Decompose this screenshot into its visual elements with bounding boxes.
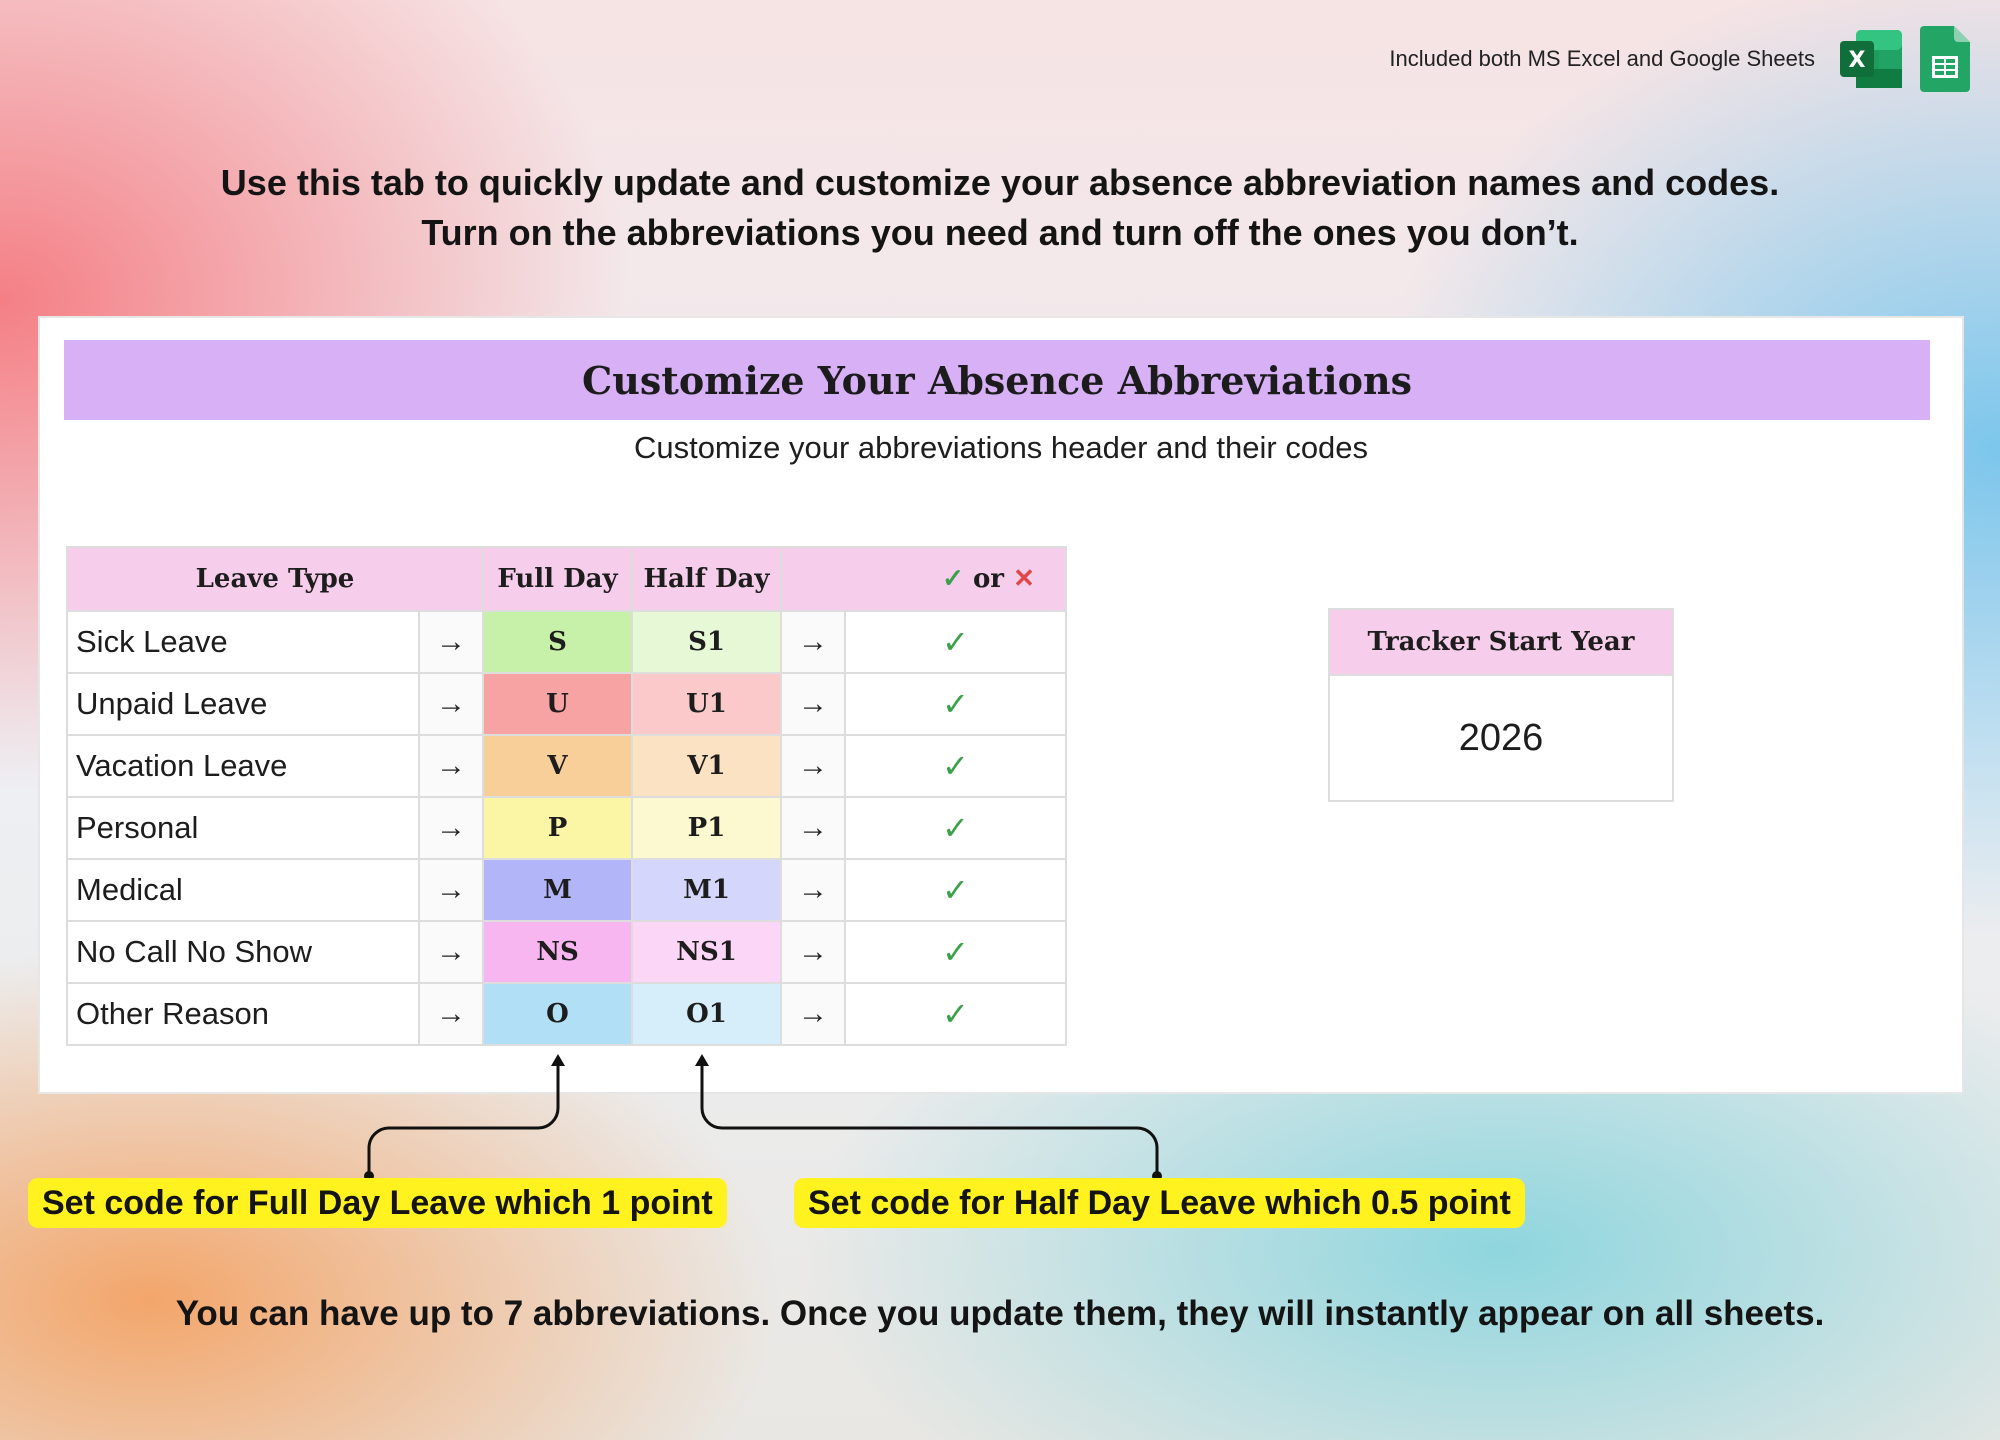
arrow-icon: → <box>781 735 845 797</box>
leave-type-name[interactable]: Vacation Leave <box>67 735 419 797</box>
included-apps-note: Included both MS Excel and Google Sheets <box>1389 46 1815 71</box>
half-day-code[interactable]: NS1 <box>632 921 781 983</box>
intro-text <box>0 158 2000 258</box>
tracker-start-year <box>1328 608 1674 802</box>
table-row <box>67 797 1066 859</box>
arrow-icon: → <box>781 859 845 921</box>
full-day-code[interactable]: O <box>483 983 632 1045</box>
footer-note: You can have up to 7 abbreviations. Once you update them, they will instantly appear on all sheets. <box>175 1294 1825 1333</box>
full-day-code[interactable]: V <box>483 735 632 797</box>
half-day-code[interactable]: P1 <box>632 797 781 859</box>
tracker-start-year-value[interactable]: 2026 <box>1458 716 1544 759</box>
full-day-code[interactable]: NS <box>483 921 632 983</box>
arrow-icon: → <box>419 673 483 735</box>
half-day-callout: Set code for Half Day Leave which 0.5 point <box>794 1178 1525 1228</box>
intro-line-2: Turn on the abbreviations you need and turn off the ones you don’t. <box>421 212 1579 253</box>
cross-icon: ✕ <box>1013 564 1035 594</box>
arrow-icon: → <box>419 735 483 797</box>
half-day-code[interactable]: U1 <box>632 673 781 735</box>
arrow-icon: → <box>781 921 845 983</box>
abbreviations-card <box>38 316 1964 1094</box>
half-day-code[interactable]: M1 <box>632 859 781 921</box>
full-day-code[interactable]: U <box>483 673 632 735</box>
header-leave-type: Leave Type <box>67 547 483 611</box>
enabled-check-icon[interactable]: ✓ <box>845 673 1066 735</box>
check-icon: ✓ <box>942 564 964 594</box>
header-half-day: Half Day <box>632 547 781 611</box>
full-day-code[interactable]: S <box>483 611 632 673</box>
leave-type-name[interactable]: Medical <box>67 859 419 921</box>
table-row <box>67 611 1066 673</box>
table-row <box>67 735 1066 797</box>
header-toggle <box>781 547 1066 611</box>
enabled-check-icon[interactable]: ✓ <box>845 735 1066 797</box>
full-day-callout: Set code for Full Day Leave which 1 point <box>28 1178 727 1228</box>
card-subtitle: Customize your abbreviations header and their codes <box>633 430 1369 465</box>
arrow-icon: → <box>781 983 845 1045</box>
full-day-code[interactable]: P <box>483 797 632 859</box>
svg-text:X: X <box>1848 48 1866 73</box>
enabled-check-icon[interactable]: ✓ <box>845 611 1066 673</box>
card-title: Customize Your Absence Abbreviations <box>64 340 1930 420</box>
header-full-day: Full Day <box>483 547 632 611</box>
google-sheets-icon <box>1920 26 1970 92</box>
arrow-icon: → <box>419 859 483 921</box>
full-day-code[interactable]: M <box>483 859 632 921</box>
arrow-icon: → <box>781 797 845 859</box>
table-row <box>67 921 1066 983</box>
enabled-check-icon[interactable]: ✓ <box>845 921 1066 983</box>
table-row <box>67 859 1066 921</box>
half-day-code[interactable]: O1 <box>632 983 781 1045</box>
half-day-code[interactable]: V1 <box>632 735 781 797</box>
enabled-check-icon[interactable]: ✓ <box>845 983 1066 1045</box>
arrow-icon: → <box>419 983 483 1045</box>
intro-line-1: Use this tab to quickly update and customize your absence abbreviation names and codes. <box>220 162 1780 203</box>
table-row <box>67 673 1066 735</box>
leave-type-name[interactable]: Personal <box>67 797 419 859</box>
enabled-check-icon[interactable]: ✓ <box>845 859 1066 921</box>
table-row <box>67 983 1066 1045</box>
arrow-icon: → <box>419 611 483 673</box>
enabled-check-icon[interactable]: ✓ <box>845 797 1066 859</box>
tracker-start-year-label: Tracker Start Year <box>1330 610 1672 676</box>
excel-icon <box>1838 28 1904 90</box>
leave-type-name[interactable]: Other Reason <box>67 983 419 1045</box>
header-or: or <box>972 564 1005 594</box>
leave-type-name[interactable]: Unpaid Leave <box>67 673 419 735</box>
abbreviations-table <box>66 546 1067 1046</box>
half-day-code[interactable]: S1 <box>632 611 781 673</box>
arrow-icon: → <box>781 611 845 673</box>
table-header-row <box>67 547 1066 611</box>
arrow-icon: → <box>419 797 483 859</box>
arrow-icon: → <box>781 673 845 735</box>
leave-type-name[interactable]: No Call No Show <box>67 921 419 983</box>
arrow-icon: → <box>419 921 483 983</box>
leave-type-name[interactable]: Sick Leave <box>67 611 419 673</box>
